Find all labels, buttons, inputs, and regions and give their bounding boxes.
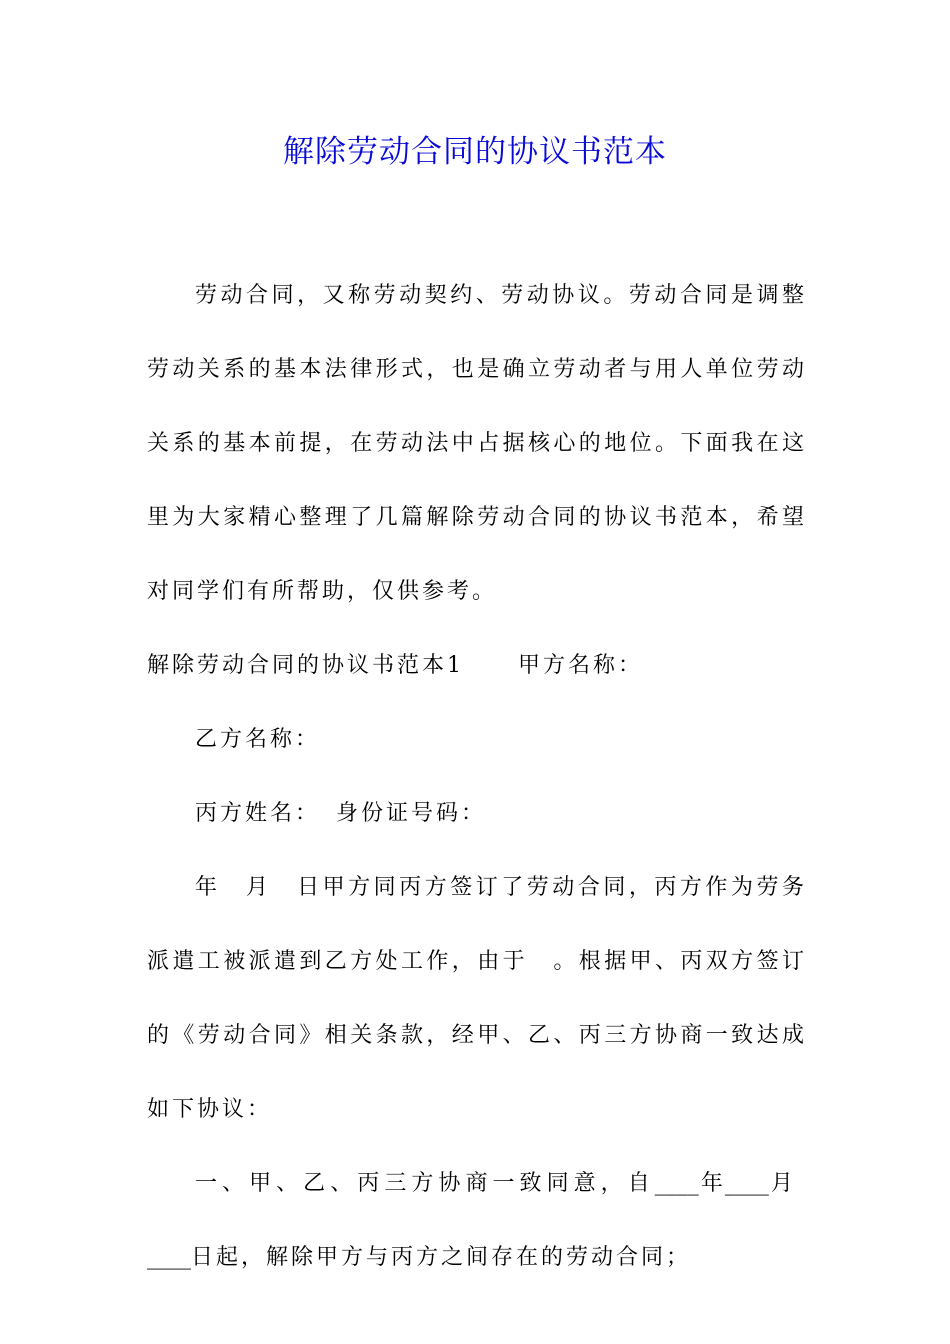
section-heading-line — [147, 629, 807, 703]
document-body — [147, 259, 807, 1295]
clause-1-day-blank: ____ — [147, 1245, 191, 1270]
id-number-label: 身份证号码： — [336, 801, 487, 826]
clause-1-rest: 日起，解除甲方与丙方之间存在的劳动合同； — [191, 1245, 692, 1270]
clause-1-year-blank: ____年 — [654, 1171, 725, 1196]
party-b-paragraph — [147, 703, 807, 777]
clause-1-paragraph — [147, 1147, 807, 1295]
party-c-label: 丙方姓名： — [195, 801, 321, 826]
background-paragraph: 年 月 日甲方同丙方签订了劳动合同，丙方作为劳务派遣工被派遣到乙方处工作，由于 。根据甲、丙双方签订的《劳动合同》相关条款，经甲、乙、丙三方协商一致达成如下协议： — [147, 875, 807, 1122]
intro-paragraph: 劳动合同，又称劳动契约、劳动协议。劳动合同是调整劳动关系的基本法律形式，也是确立劳动者与用人单位劳动关系的基本前提，在劳动法中占据核心的地位。下面我在这里为大家精心整理了几篇解除劳动合同的协议书范本，希望对同学们有所帮助，仅供参考。 — [147, 283, 807, 604]
section-heading: 解除劳动合同的协议书范本1 — [147, 653, 464, 678]
party-a-label: 甲方名称： — [518, 653, 644, 678]
party-b-label: 乙方名称： — [195, 727, 321, 752]
clause-1-month-blank: ____月 — [724, 1171, 795, 1196]
party-c-paragraph — [147, 777, 807, 851]
document-title: 解除劳动合同的协议书范本 — [283, 134, 667, 170]
clause-1-intro: 一、甲、乙、丙三方协商一致同意，自 — [195, 1171, 655, 1196]
